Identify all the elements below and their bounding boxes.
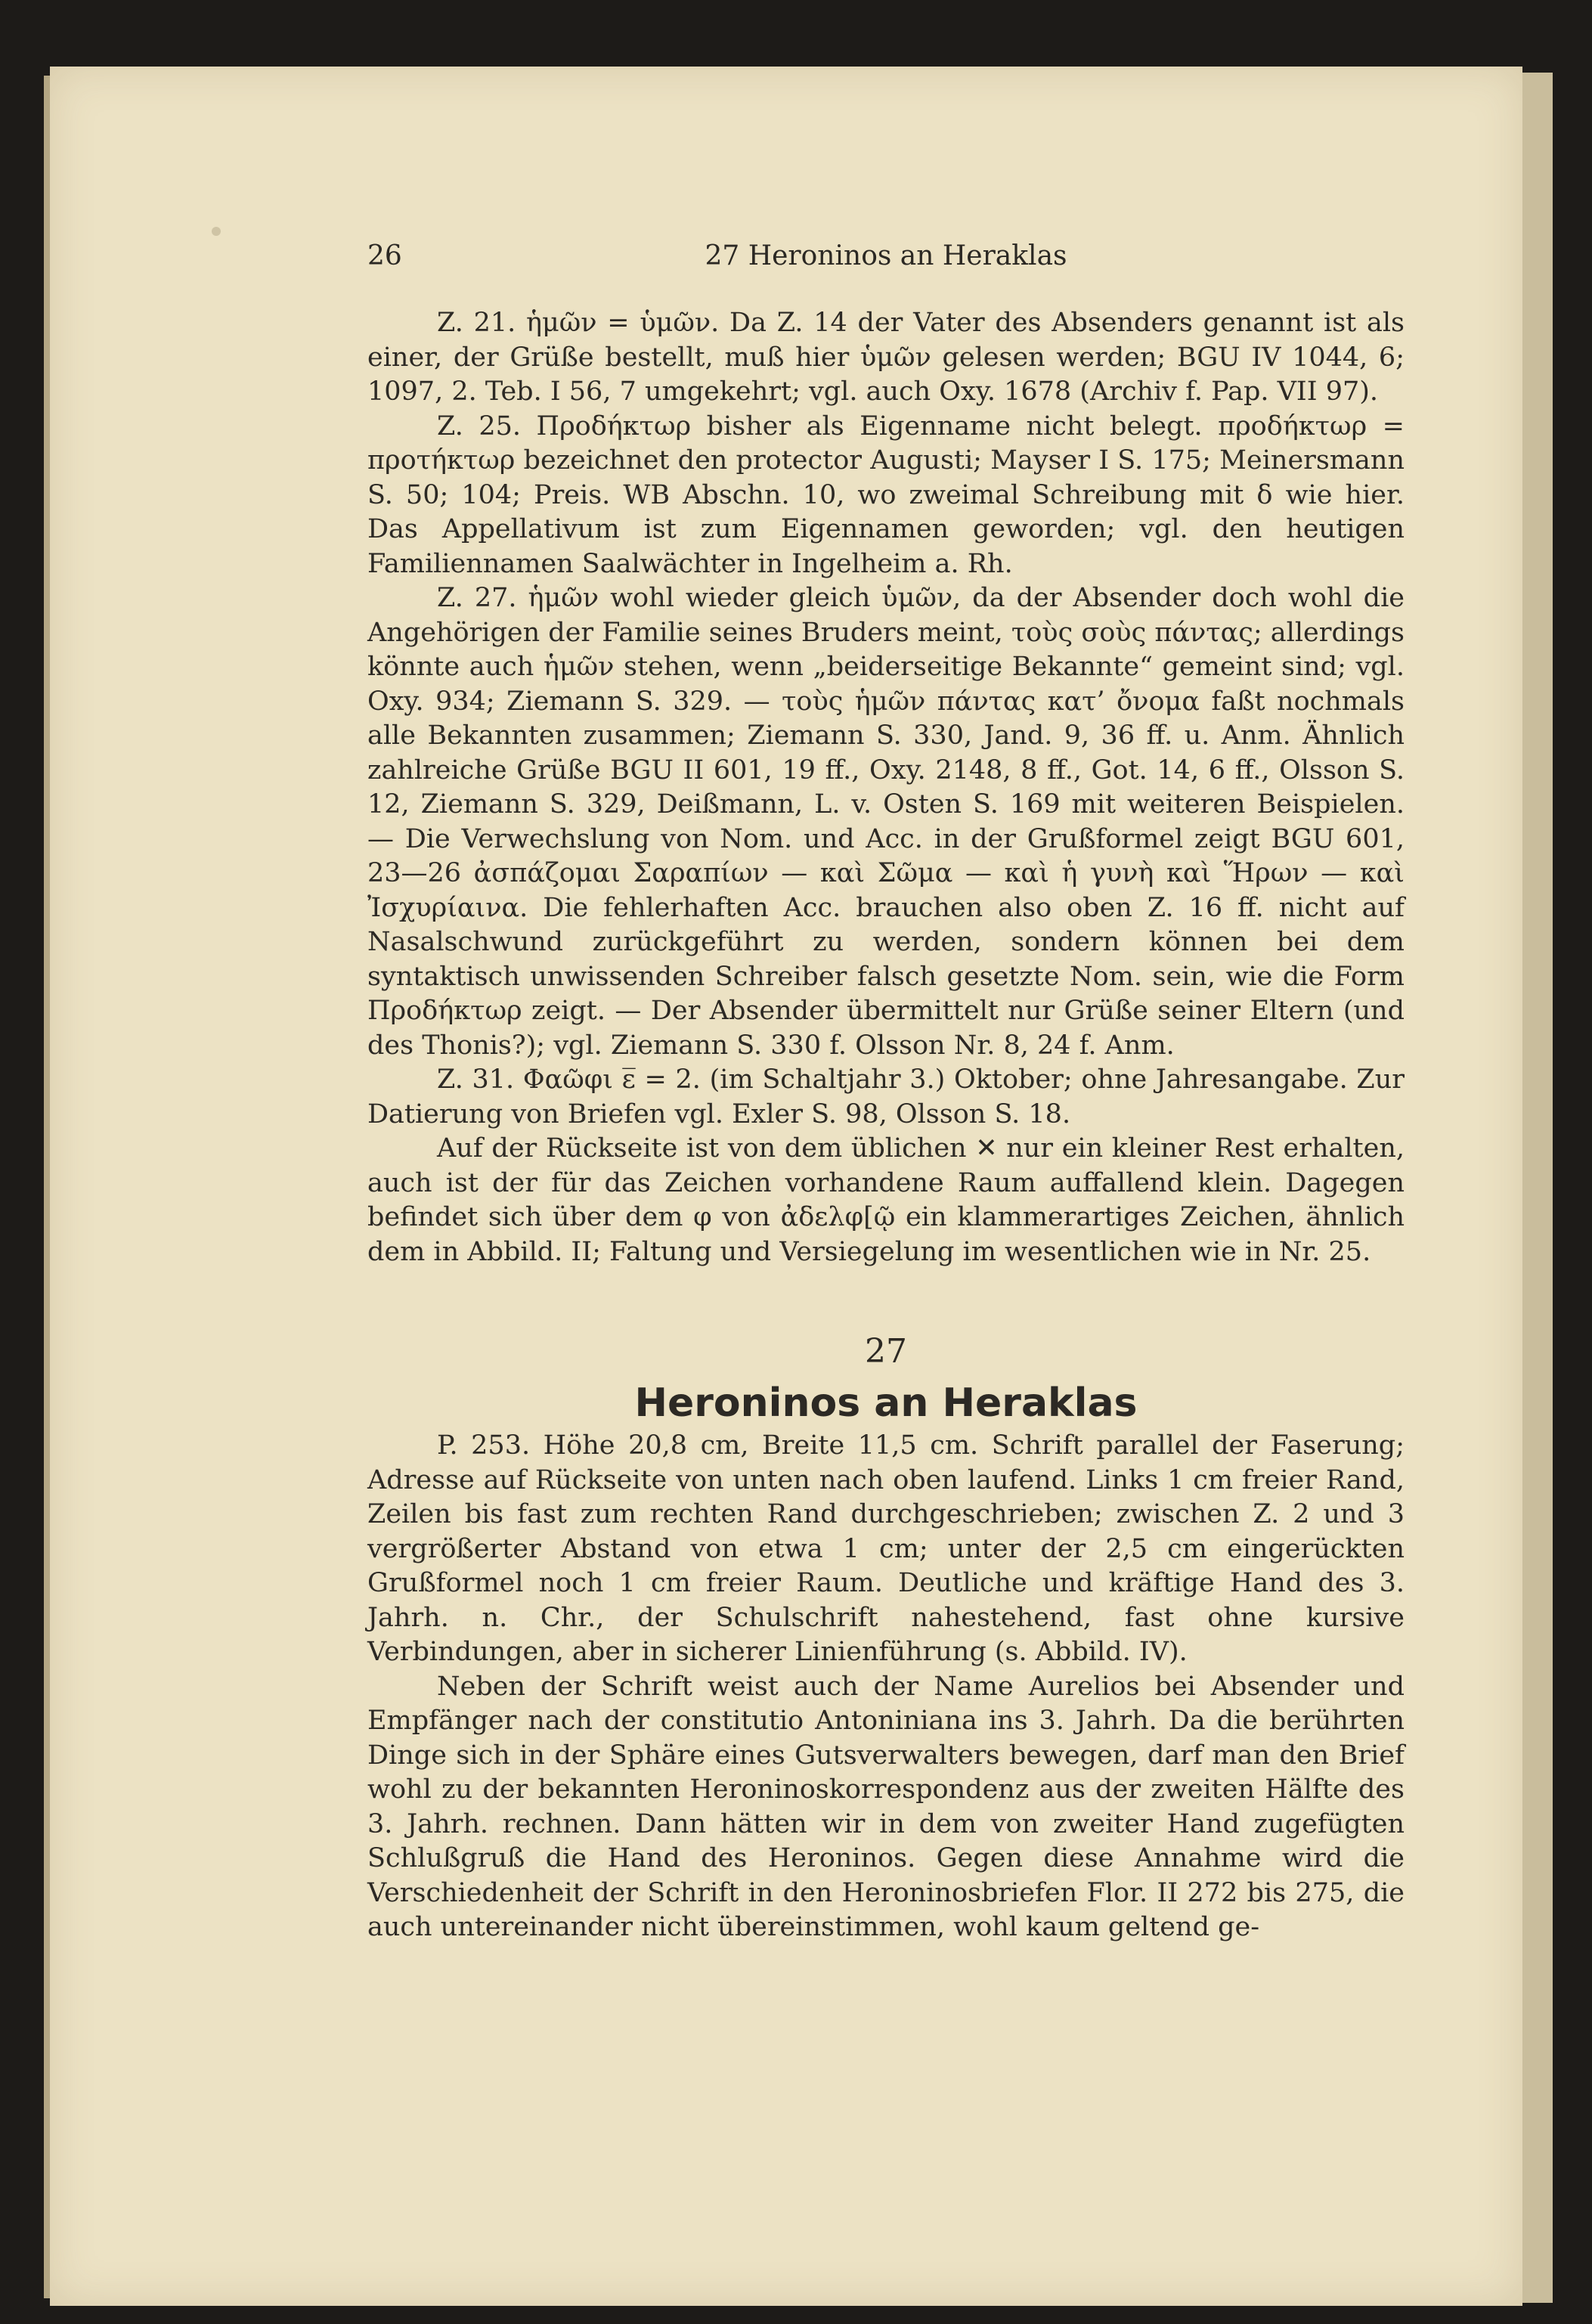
note-z27: Z. 27. ἡμῶν wohl wieder gleich ὑμῶν, da der Absender doch wohl die Angehörigen der Familie seines Bruders meint, τοὺς σοὺς πάντας; allerdings könnte auch ἡμῶν stehen, wenn „beiderseitige Bekannte“ gemeint sind; vgl. Oxy. 934; Ziemann S. 329. — τοὺς ἡμῶν πάντας κατ’ ὄνομα faßt nochmals alle Bekannten zusammen; Ziemann S. 330, Jand. 9, 36 ff. u. Anm. Ähnlich zahlreiche Grüße BGU II 601, 19 ff., Oxy. 2148, 8 ff., Got. 14, 6 ff., Olsson S. 12, Ziemann S. 329, Deißmann, L. v. Osten S. 169 mit weiteren Beispielen. — Die Verwechslung von Nom. und Acc. in der Grußformel zeigt BGU 601, 23—26 ἀσπάζομαι Σαραπίων — καὶ Σῶμα — καὶ ἡ γυνὴ καὶ Ἥρων — καὶ Ἰσχυρίαινα. Die fehlerhaften Acc. brauchen also oben Z. 16 ff. nicht auf Nasalschwund zurückgeführt zu werden, sondern können bei dem syntaktisch unwissenden Schreiber falsch gesetzte Nom. sein, wie die Form Προδήκτωρ zeigt. — Der Absender übermittelt nur Grüße seiner Eltern (und des Thonis?); vgl. Ziemann S. 330 f. Olsson Nr. 8, 24 f. Anm. bbox=[367, 583, 1405, 1061]
paper-spot bbox=[212, 227, 221, 236]
page-number: 26 bbox=[367, 240, 402, 271]
section-title: Heroninos an Heraklas bbox=[634, 1380, 1138, 1426]
note-z21: Z. 21. ἡμῶν = ὑμῶν. Da Z. 14 der Vater des Absenders genannt ist als einer, der Grüße bestellt, muß hier ὑμῶν gelesen werden; BGU IV 1044, 6; 1097, 2. Teb. I 56, 7 umgekehrt; vgl. auch Oxy. 1678 (Archiv f. Pap. VII 97). bbox=[367, 308, 1405, 407]
commentary-notes bbox=[367, 306, 1405, 1269]
note-reverse: Auf der Rückseite ist von dem üblichen ✕ nur ein kleiner Rest erhalten, auch ist der für das Zeichen vorhandene Raum auffallend klein. Dagegen befindet sich über dem φ von ἀδελφ[ῷ ein klammerartiges Zeichen, ähnlich dem in Abbild. II; Faltung und Versiegelung im wesentlichen wie in Nr. 25. bbox=[367, 1133, 1405, 1267]
note-z25: Z. 25. Προδήκτωρ bisher als Eigenname nicht belegt. προδήκτωρ = προτήκτωρ bezeichnet den protector Augusti; Mayser I S. 175; Meinersmann S. 50; 104; Preis. WB Abschn. 10, wo zweimal Schreibung mit δ wie hier. Das Appellativum ist zum Eigennamen geworden; vgl. den heutigen Familiennamen Saalwächter in Ingelheim a. Rh. bbox=[367, 411, 1405, 579]
section-intro bbox=[367, 1429, 1405, 1945]
page-edge-right bbox=[1522, 73, 1553, 2303]
section-number: 27 bbox=[865, 1332, 907, 1371]
intro-paragraph-1: P. 253. Höhe 20,8 cm, Breite 11,5 cm. Schrift parallel der Faserung; Adresse auf Rückseite von unten nach oben laufend. Links 1 cm freier Rand, Zeilen bis fast zum rechten Rand durchgeschrieben; zwischen Z. 2 und 3 vergrößerter Abstand von etwa 1 cm; unter der 2,5 cm eingerückten Grußformel noch 1 cm freier Raum. Deutliche und kräftige Hand des 3. Jahrh. n. Chr., der Schulschrift nahestehend, fast ohne kursive Verbindungen, aber in sicherer Linienführung (s. Abbild. IV). bbox=[367, 1430, 1405, 1667]
page-header bbox=[367, 240, 1405, 278]
intro-paragraph-2: Neben der Schrift weist auch der Name Aurelios bei Absender und Empfänger nach der constitutio Antoniniana ins 3. Jahrh. Da die berührten Dinge sich in der Sphäre eines Gutsverwalters bewegen, darf man den Brief wohl zu der bekannten Heroninoskorrespondenz aus der zweiten Hälfte des 3. Jahrh. rechnen. Dann hätten wir in dem von zweiter Hand zugefügten Schlußgruß die Hand des Heroninos. Gegen diese Annahme wird die Verschiedenheit der Schrift in den Heroninosbriefen Flor. II 272 bis 275, die auch untereinander nicht übereinstimmen, wohl kaum geltend ge- bbox=[367, 1671, 1405, 1942]
running-title: 27 Heroninos an Heraklas bbox=[705, 240, 1067, 271]
note-z31: Z. 31. Φαῶφι ε̅ = 2. (im Schaltjahr 3.) Oktober; ohne Jahresangabe. Zur Datierung von Briefen vgl. Exler S. 98, Olsson S. 18. bbox=[367, 1064, 1405, 1129]
